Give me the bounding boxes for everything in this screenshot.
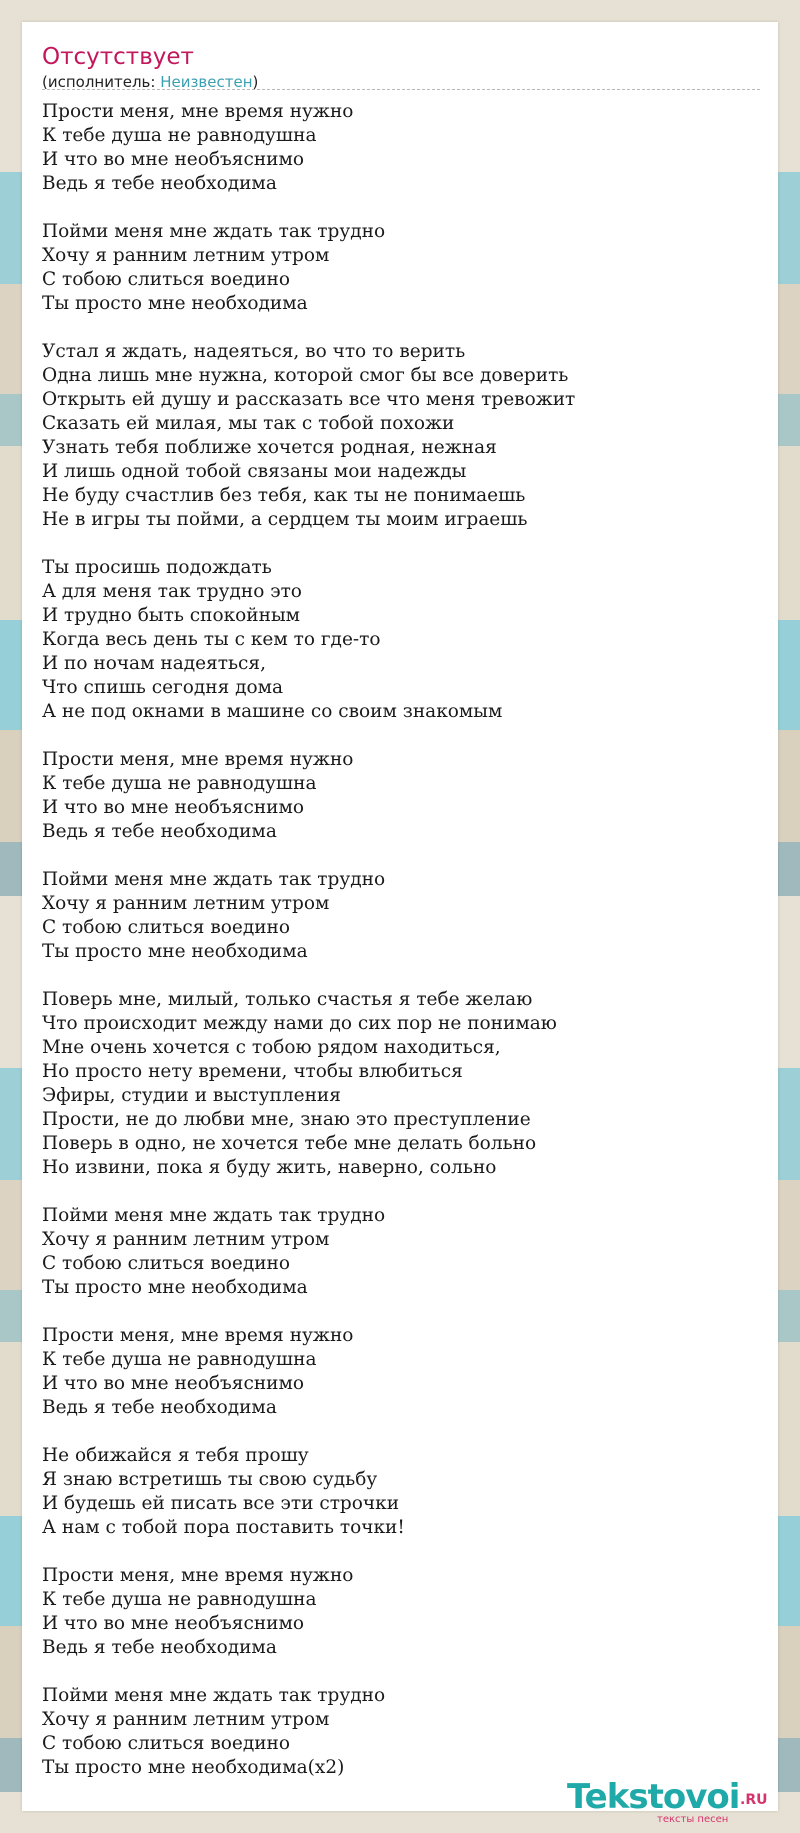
- lyric-line: Пойми меня мне ждать так трудно: [42, 869, 386, 890]
- lyric-line: Хочу я ранним летним утром: [42, 245, 330, 266]
- lyric-line: Не в игры ты пойми, а сердцем ты моим играешь: [42, 509, 528, 530]
- lyric-line: Но извини, пока я буду жить, наверно, сольно: [42, 1157, 497, 1178]
- lyric-line: Что спишь сегодня дома: [42, 677, 284, 698]
- artist-suffix: ): [252, 73, 259, 91]
- lyrics-stanza: [42, 1564, 758, 1660]
- lyric-line: И что во мне необъяснимо: [42, 1613, 305, 1634]
- site-logo[interactable]: [567, 1778, 777, 1828]
- lyrics-stanza: [42, 1204, 758, 1300]
- lyric-line: К тебе душа не равнодушна: [42, 1589, 317, 1610]
- lyric-line: И будешь ей писать все эти строчки: [42, 1493, 400, 1514]
- lyric-line: Ты просто мне необходима(x2): [42, 1757, 345, 1778]
- lyric-line: Что происходит между нами до сих пор не понимаю: [42, 1013, 557, 1034]
- lyric-line: Одна лишь мне нужна, которой смог бы все доверить: [42, 365, 569, 386]
- lyric-line: Прости меня, мне время нужно: [42, 1325, 354, 1346]
- lyric-line: И по ночам надеяться,: [42, 653, 266, 674]
- lyric-line: Ведь я тебе необходима: [42, 1397, 277, 1418]
- lyric-line: Ты просто мне необходима: [42, 293, 308, 314]
- lyric-line: Хочу я ранним летним утром: [42, 1229, 330, 1250]
- lyric-line: Мне очень хочется с тобою рядом находиться,: [42, 1037, 501, 1058]
- lyrics-stanza: [42, 1324, 758, 1420]
- lyric-line: Ведь я тебе необходима: [42, 1637, 277, 1658]
- lyric-line: Ты просишь подождать: [42, 557, 272, 578]
- lyric-line: И что во мне необъяснимо: [42, 1373, 305, 1394]
- lyric-line: Сказать ей милая, мы так с тобой похожи: [42, 413, 455, 434]
- artist-prefix: (исполнитель:: [42, 73, 161, 91]
- lyric-line: И трудно быть спокойным: [42, 605, 301, 626]
- song-title: Отсутствует: [42, 44, 194, 70]
- lyric-line: Узнать тебя поближе хочется родная, нежная: [42, 437, 497, 458]
- lyric-line: А не под окнами в машине со своим знакомым: [42, 701, 503, 722]
- lyric-line: К тебе душа не равнодушна: [42, 773, 317, 794]
- lyric-line: К тебе душа не равнодушна: [42, 125, 317, 146]
- lyric-line: Хочу я ранним летним утром: [42, 1709, 330, 1730]
- lyric-line: Ведь я тебе необходима: [42, 173, 277, 194]
- lyric-line: А для меня так трудно это: [42, 581, 302, 602]
- logo-tagline: тексты песен: [657, 1814, 729, 1825]
- lyric-line: Прости меня, мне время нужно: [42, 1565, 354, 1586]
- lyric-line: Ты просто мне необходима: [42, 941, 308, 962]
- lyric-line: Не буду счастлив без тебя, как ты не понимаешь: [42, 485, 526, 506]
- lyric-line: Не обижайся я тебя прошу: [42, 1445, 309, 1466]
- lyric-line: Пойми меня мне ждать так трудно: [42, 1205, 386, 1226]
- lyrics-stanza: [42, 868, 758, 964]
- lyric-line: С тобою слиться воедино: [42, 269, 291, 290]
- lyric-line: С тобою слиться воедино: [42, 1733, 291, 1754]
- lyric-line: Когда весь день ты с кем то где-то: [42, 629, 381, 650]
- logo-name: Tekstovoi: [567, 1777, 740, 1817]
- logo-domain: .RU: [740, 1792, 768, 1808]
- lyric-line: Но просто нету времени, чтобы влюбиться: [42, 1061, 463, 1082]
- lyric-line: С тобою слиться воедино: [42, 1253, 291, 1274]
- lyrics-stanza: [42, 556, 758, 724]
- lyric-line: Прости, не до любви мне, знаю это преступление: [42, 1109, 531, 1130]
- lyric-line: А нам с тобой пора поставить точки!: [42, 1517, 405, 1538]
- lyrics-text: [42, 100, 758, 1804]
- lyric-line: Прости меня, мне время нужно: [42, 749, 354, 770]
- lyric-line: Ты просто мне необходима: [42, 1277, 308, 1298]
- lyric-line: Устал я ждать, надеяться, во что то верить: [42, 341, 466, 362]
- lyrics-stanza: [42, 988, 758, 1180]
- title-divider: [42, 89, 760, 90]
- lyric-line: Ведь я тебе необходима: [42, 821, 277, 842]
- lyric-line: С тобою слиться воедино: [42, 917, 291, 938]
- lyric-line: Открыть ей душу и рассказать все что меня тревожит: [42, 389, 576, 410]
- lyric-line: Поверь в одно, не хочется тебе мне делать больно: [42, 1133, 537, 1154]
- lyrics-card: [22, 22, 778, 1825]
- lyric-line: Прости меня, мне время нужно: [42, 101, 354, 122]
- lyric-line: Эфиры, студии и выступления: [42, 1085, 341, 1106]
- lyric-line: К тебе душа не равнодушна: [42, 1349, 317, 1370]
- lyric-line: И что во мне необъяснимо: [42, 797, 305, 818]
- lyrics-stanza: [42, 748, 758, 844]
- artist-link[interactable]: Неизвестен: [160, 73, 253, 91]
- lyrics-stanza: [42, 340, 758, 532]
- lyrics-stanza: [42, 220, 758, 316]
- lyric-line: Хочу я ранним летним утром: [42, 893, 330, 914]
- lyric-line: Пойми меня мне ждать так трудно: [42, 221, 386, 242]
- lyric-line: Я знаю встретишь ты свою судьбу: [42, 1469, 378, 1490]
- lyrics-stanza: [42, 100, 758, 196]
- lyrics-stanza: [42, 1444, 758, 1540]
- lyric-line: И лишь одной тобой связаны мои надежды: [42, 461, 467, 482]
- lyric-line: Пойми меня мне ждать так трудно: [42, 1685, 386, 1706]
- lyric-line: Поверь мне, милый, только счастья я тебе желаю: [42, 989, 533, 1010]
- lyrics-stanza: [42, 1684, 758, 1780]
- lyric-line: И что во мне необъяснимо: [42, 149, 305, 170]
